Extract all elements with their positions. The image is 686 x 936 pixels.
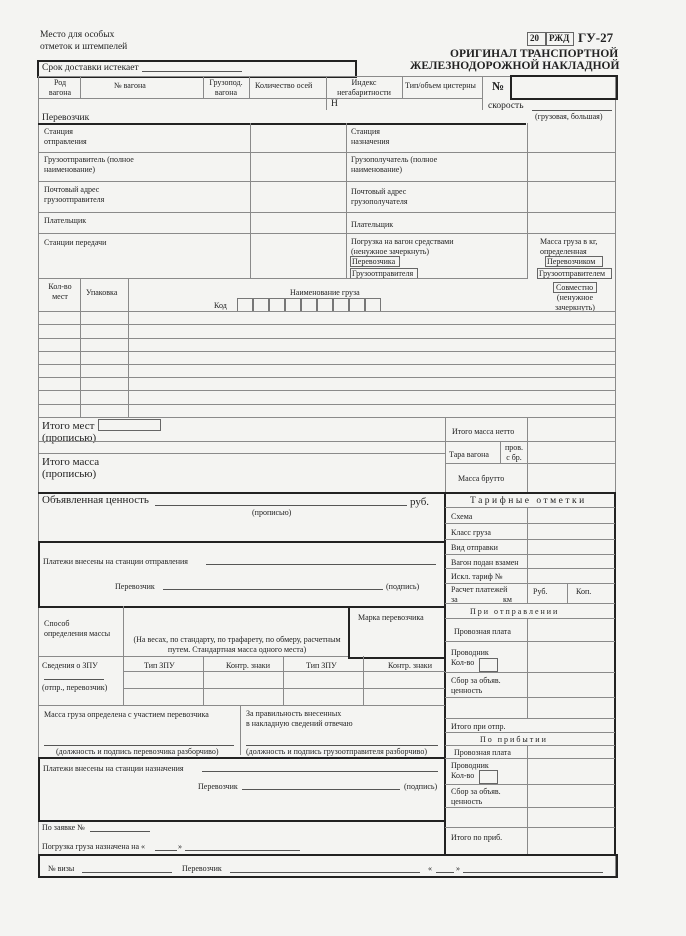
wagon-capacity-label: Грузопод. вагона: [209, 78, 243, 97]
declared-line: [155, 505, 407, 506]
cargo-top: [38, 278, 528, 279]
mass-hint: (ненужное зачеркнуть): [555, 293, 595, 312]
parties-line1: [38, 152, 615, 153]
arr-escorts-box[interactable]: [479, 770, 498, 784]
pay-dep-top: [38, 541, 445, 543]
footer-carrier-line: [230, 872, 420, 873]
tariff-right: [614, 492, 616, 855]
delivery-deadline-label: Срок доставки истекает: [42, 63, 139, 73]
cargo-row-line: [38, 311, 615, 312]
dep-freight-label: Провозная плата: [454, 627, 511, 636]
total-places-label: Итого мест (прописью): [42, 420, 97, 444]
pay-dst-label: Платежи внесены на станции назначения: [43, 764, 184, 773]
gross-label: Масса брутто: [458, 474, 505, 483]
visa-no-label: № визы: [48, 864, 75, 873]
footer-carrier-label: Перевозчик: [182, 864, 222, 873]
carrier-label: Перевозчик: [42, 113, 90, 123]
rub-label: Руб.: [533, 587, 548, 596]
accuracy-label: За правильность внесенных в накладную сведений отвечаю: [246, 709, 353, 728]
sig-shipper-line: [246, 745, 438, 746]
sig-v: [240, 705, 241, 755]
zpu-marks1: Контр. знаки: [226, 661, 270, 670]
parties-mid: [250, 123, 251, 278]
zpu-bottom: [38, 705, 445, 706]
arr-v: [527, 745, 528, 855]
code-cell[interactable]: [301, 298, 317, 312]
tariff-l0: [445, 507, 615, 508]
code-cell[interactable]: [333, 298, 349, 312]
badge-20-text: 20: [530, 33, 539, 43]
departure-station-label: Станция отправления: [44, 127, 87, 146]
scheme-label: Схема: [451, 512, 473, 521]
tariff-title: Тарифные отметки: [470, 496, 587, 506]
payer-left-label: Плательщик: [44, 216, 87, 225]
tariff-v: [527, 507, 528, 603]
footer-day-line: [436, 872, 454, 873]
totals-top: [38, 417, 615, 418]
totals-v2: [527, 417, 528, 493]
parties-right: [527, 123, 528, 278]
delivery-deadline-line: [142, 71, 242, 72]
cargo-v1: [80, 278, 81, 417]
km-label: км: [503, 595, 512, 604]
consignee-label: Грузополучатель (полное наименование): [351, 155, 438, 174]
cargo-row-line: [38, 324, 615, 325]
arr-l4: [445, 827, 615, 828]
method-bottom: [38, 656, 348, 657]
number-box[interactable]: [510, 75, 618, 100]
cargo-v2: [128, 278, 129, 417]
sig-carrier-line: [44, 745, 234, 746]
cargo-row-line: [38, 351, 615, 352]
parties-line3: [38, 212, 615, 213]
zpu-info-label: Сведения о ЗПУ: [42, 661, 98, 670]
code-label: Код: [214, 301, 227, 310]
tank-type-label: Тип/объем цистерны: [405, 81, 476, 90]
code-cell[interactable]: [317, 298, 333, 312]
badge-rzd-text: РЖД: [549, 33, 570, 43]
dep-total-label: Итого при отпр.: [451, 722, 506, 731]
totals-l1b: [38, 453, 445, 454]
totals-v1: [445, 417, 446, 493]
visa-line: [82, 872, 172, 873]
title-line1: ОРИГИНАЛ ТРАНСПОРТНОЙ: [450, 48, 619, 60]
special-marks-label: Место для особых отметок и штемпелей: [40, 30, 128, 52]
method-hint: (На весах, по стандарту, по трафарету, по обмеру, расчетным путем. Стандартная масса одного места): [133, 635, 341, 654]
dep-l1: [445, 641, 615, 642]
loading-close-quote: »: [178, 842, 182, 851]
wagon-road-label: Род вагона: [48, 78, 72, 97]
pay-dst-carrier: Перевозчик: [198, 782, 238, 791]
loading-assigned-label: Погрузка груза назначена на «: [42, 842, 146, 851]
arr-total-label: Итого по приб.: [451, 833, 503, 842]
arr-declared-fee-label: Сбор за объяв. ценность: [451, 787, 501, 806]
tariff-l4: [445, 568, 615, 569]
kop-label: Коп.: [576, 587, 592, 596]
title-line2: ЖЕЛЕЗНОДОРОЖНОЙ НАКЛАДНОЙ: [410, 60, 620, 72]
dep-l4: [445, 718, 615, 719]
places-label: Кол-во мест: [48, 282, 72, 301]
loading-date-line: [185, 850, 300, 851]
request-no-line: [90, 831, 150, 832]
payment-calc-label: Расчет платежей за: [451, 585, 508, 604]
pay-dep-carrier-line: [163, 589, 383, 590]
mass-defined-label: Масса груза в кг, определенная: [540, 237, 598, 256]
zpu-v2: [203, 656, 204, 705]
shipper-label: Грузоотправитель (полное наименование): [44, 155, 134, 174]
dep-escorts-box[interactable]: [479, 658, 498, 672]
payer-right-label: Плательщик: [351, 220, 394, 229]
excl-tariff-label: Искл. тариф №: [451, 572, 503, 581]
zpu-l2: [123, 688, 445, 689]
wagon-number-label: № вагона: [114, 81, 146, 90]
tariff-v2: [567, 583, 568, 603]
cargo-row-line: [38, 404, 615, 405]
dispatch-type-label: Вид отправки: [451, 543, 498, 552]
zpu-v4: [363, 656, 364, 705]
method-v: [123, 606, 124, 656]
pay-dst-bottom: [38, 820, 445, 822]
cargo-class-label: Класс груза: [451, 528, 491, 537]
packing-label: Упаковка: [86, 288, 118, 297]
arr-l2: [445, 784, 615, 785]
zpu-v3: [283, 656, 284, 705]
wagon-axles-label: Количество осей: [255, 81, 313, 90]
parties-mid2: [346, 123, 347, 278]
method-label: Способ определения массы: [44, 619, 111, 638]
pay-dep-carrier: Перевозчик: [115, 582, 155, 591]
arr-escorts-label: Проводник Кол-во: [451, 761, 489, 780]
parties-line2: [38, 181, 615, 182]
dep-l2: [445, 672, 615, 673]
total-mass-label: Итого масса (прописью): [42, 456, 100, 480]
wagon-sep4: [326, 76, 327, 110]
cargo-row-line: [38, 338, 615, 339]
mark-left: [348, 606, 350, 658]
zpu-marks2: Контр. знаки: [388, 661, 432, 670]
wagon-sep1: [80, 76, 81, 98]
form-code: ГУ-27: [578, 30, 614, 45]
pay-dst-carrier-line: [242, 789, 400, 790]
code-cell[interactable]: [349, 298, 365, 312]
on-departure-title: При отправлении: [470, 607, 560, 616]
zpu-who-label: (отпр., перевозчик): [42, 683, 108, 692]
footer-date-line: [463, 872, 603, 873]
position-shipper-label: (должность и подпись грузоотправителя разборчиво): [246, 747, 428, 756]
tariff-left: [444, 492, 446, 855]
tariff-l5: [445, 583, 615, 584]
dep-escorts-label: Проводник Кол-во: [451, 648, 489, 667]
pay-dst-line: [202, 771, 438, 772]
arr-l1: [445, 758, 615, 759]
visa-row-frame: [38, 854, 618, 878]
zpu-type1: Тип ЗПУ: [144, 661, 175, 670]
mass-with-carrier-label: Масса груза определена с участием перевозчика: [44, 710, 209, 719]
code-cell[interactable]: [365, 298, 381, 312]
totals-l1: [38, 441, 615, 442]
dep-v: [527, 618, 528, 718]
loading-label: Погрузка на вагон средствами (ненужное зачеркнуть): [351, 237, 454, 256]
transfer-stations-label: Станции передачи: [44, 238, 107, 247]
tariff-l2: [445, 539, 615, 540]
pay-dep-line: [206, 564, 436, 565]
tariff-l3: [445, 554, 615, 555]
dep-declared-fee-label: Сбор за объяв. ценность: [451, 676, 501, 695]
destination-station-label: Станция назначения: [351, 127, 390, 146]
pay-dst-top: [38, 757, 445, 759]
loading-by-carrier-label: Перевозчика: [352, 257, 396, 266]
code-cell[interactable]: [285, 298, 301, 312]
pay-dep-label: Платежи внесены на станции отправления: [43, 557, 188, 566]
mass-by-shipper-label: Грузоотправителем: [539, 269, 606, 278]
arr-l0: [445, 745, 615, 746]
dep-l5: [445, 732, 615, 733]
consignee-address-label: Почтовый адрес грузополучателя: [351, 187, 408, 206]
tariff-l1: [445, 523, 615, 524]
speed-label: скорость: [488, 101, 524, 111]
code-cell[interactable]: [237, 298, 253, 312]
mass-by-carrier-label: Перевозчиком: [547, 257, 596, 266]
pay-dst-left: [38, 757, 40, 821]
parties-line4: [38, 233, 615, 234]
number-sign: №: [492, 79, 505, 93]
speed-hint: (грузовая, большая): [535, 112, 603, 121]
declared-rub: руб.: [410, 496, 430, 508]
speed-line: [532, 110, 612, 111]
pay-dst-signature: (подпись): [404, 782, 438, 791]
cargo-row-line: [38, 377, 615, 378]
zpu-l1: [123, 671, 445, 672]
pay-dep-left: [38, 541, 40, 606]
cargo-row-line: [38, 364, 615, 365]
oversize-index-label: Индекс негабаритности: [337, 78, 391, 97]
shipper-address-label: Почтовый адрес грузоотправителя: [44, 185, 105, 204]
tare-label: Тара вагона: [449, 450, 489, 459]
carrier-mark-label: Марка перевозчика: [358, 613, 424, 622]
mass-jointly-label: Совместно: [556, 283, 594, 292]
declared-hint: (прописью): [252, 508, 292, 517]
arr-l3: [445, 807, 615, 808]
arr-freight-label: Провозная плата: [454, 748, 511, 757]
cargo-name-label: Наименование груза: [290, 288, 360, 297]
tare-sep: [500, 441, 501, 463]
loading-day-line: [155, 850, 177, 851]
dep-l3: [445, 697, 615, 698]
code-cell[interactable]: [269, 298, 285, 312]
loading-by-shipper-label: Грузоотправителя: [352, 269, 414, 278]
wagon-sep2: [203, 76, 204, 98]
zpu-v1: [123, 656, 124, 705]
total-places-box[interactable]: [98, 419, 161, 431]
position-carrier-label: (должность и подпись перевозчика разборчиво): [56, 747, 219, 756]
code-cell[interactable]: [253, 298, 269, 312]
dep-l0: [445, 618, 615, 619]
tariff-l6: [445, 603, 615, 604]
pay-dep-signature: (подпись): [386, 582, 420, 591]
cargo-row-line: [38, 390, 615, 391]
pay-dep-bottom: [38, 606, 445, 608]
zpu-type2: Тип ЗПУ: [306, 661, 337, 670]
parties-top: [38, 123, 526, 125]
wagon-sep3: [249, 76, 250, 98]
request-no-label: По заявке №: [42, 823, 85, 832]
declared-label: Объявленная ценность: [42, 494, 149, 506]
wagon-served-label: Вагон подан взамен: [451, 558, 519, 567]
wagon-row-line: [38, 98, 482, 99]
on-arrival-title: По прибытии: [480, 735, 548, 744]
footer-close-quote: »: [456, 864, 460, 873]
zpu-line: [44, 679, 104, 680]
wagon-sep5: [402, 76, 403, 98]
net-total-label: Итого масса нетто: [452, 427, 515, 436]
footer-open-quote: «: [428, 864, 432, 873]
tare-check-label: пров. с бр.: [504, 443, 524, 462]
n-letter: Н: [331, 99, 338, 109]
totals-l2: [445, 463, 615, 464]
wagon-sep6: [482, 76, 483, 110]
